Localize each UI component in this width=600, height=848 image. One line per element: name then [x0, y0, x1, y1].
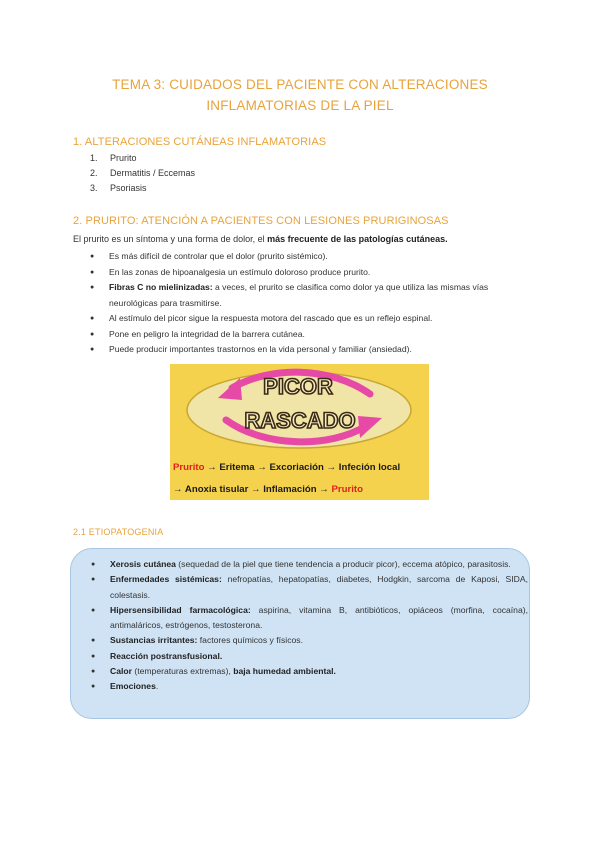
list-item [90, 181, 195, 196]
figure-line-2-rest: → Anoxia tisular → Inflamación → [173, 484, 332, 495]
page-title [60, 74, 540, 116]
list-item [90, 311, 530, 327]
section-1-heading: 1. ALTERACIONES CUTÁNEAS INFLAMATORIAS [73, 136, 327, 148]
list-item [90, 265, 530, 281]
list-text: Prurito [110, 153, 137, 163]
bullet-bold: Xerosis cutánea [110, 559, 176, 569]
list-item [91, 603, 528, 634]
bullet-bold: Sustancias irritantes: [110, 635, 198, 646]
list-item [90, 166, 195, 181]
figure-line-1-rest: → Eritema → Excoriación → Infeción local [204, 462, 401, 473]
list-item [90, 342, 530, 358]
bullet-text: Al estímulo del picor sigue la respuesta motora del rascado que es un reflejo espinal. [109, 313, 433, 323]
bullet-bold: Hipersensibilidad farmacológica: [110, 604, 251, 615]
etiopatogenia-box [70, 548, 530, 719]
list-item [91, 679, 528, 694]
bullet-bold-2: baja humedad ambiental. [233, 666, 336, 677]
bullet-bold: Calor [110, 666, 132, 677]
list-number: 3. [90, 183, 98, 193]
figure-line-1 [173, 462, 400, 473]
section-2-heading: 2. PRURITO: ATENCIÓN A PACIENTES CON LESIONES PRURIGINOSAS [73, 215, 449, 227]
bullet-text: En las zonas de hipoanalgesia un estímulo doloroso produce prurito. [109, 266, 371, 277]
intro-bold-text: más frecuente de las patologías cutáneas. [267, 234, 448, 244]
bullet-text: Pone en peligro la integridad de la barrera cutánea. [109, 328, 305, 339]
list-item [91, 633, 528, 648]
page-title-line-2: INFLAMATORIAS DE LA PIEL [206, 98, 394, 113]
bullet-bold: Fibras C no mielinizadas: [109, 282, 213, 292]
bullet-text: . [155, 681, 159, 692]
section-2-bullets [90, 249, 530, 358]
figure-word-rascado: RASCADO [244, 408, 356, 433]
section-1-list [90, 151, 195, 196]
bullet-bold: Emociones [110, 681, 156, 692]
bullet-bold: Reacción postransfusional. [110, 650, 223, 661]
list-number: 1. [90, 153, 98, 163]
figure-line-2-red: Prurito [331, 484, 363, 495]
bullet-text: (temperaturas extremas), [131, 666, 234, 677]
bullet-text: Es más difícil de controlar que el dolor (prurito sistémico). [109, 251, 328, 261]
list-number: 2. [90, 168, 98, 178]
list-text: Dermatitis / Eccemas [110, 168, 196, 178]
list-item [91, 557, 528, 572]
bullet-text: factores químicos y físicos. [197, 635, 303, 646]
figure-line-2 [173, 484, 363, 495]
etiopatogenia-bullets [91, 557, 528, 695]
list-item [91, 649, 528, 664]
list-item [90, 327, 530, 343]
intro-text: El prurito es un síntoma y una forma de dolor, el [73, 234, 268, 244]
picor-rascado-figure [170, 364, 429, 500]
bullet-text: Puede producir importantes trastornos en la vida personal y familiar (ansiedad). [109, 344, 412, 354]
bullet-text: a veces, el prurito se clasifica como dolor ya que utiliza las mismas vías neurológicas para trasmitirse. [109, 282, 489, 308]
list-item [90, 249, 530, 265]
bullet-bold: Enfermedades sistémicas: [110, 574, 222, 585]
bullet-text: aspirina, vitamina B, antibióticos, opiáceos (morfina, cocaína), antimaláricos, estrógenos, testosterona. [110, 604, 528, 631]
page-title-line-1: TEMA 3: CUIDADOS DEL PACIENTE CON ALTERACIONES [112, 77, 488, 92]
figure-word-picor: PICOR [263, 374, 333, 399]
section-2-intro [73, 234, 448, 244]
bullet-text: (sequedad de la piel que tiene tendencia a producir picor), eccema atópico, parasitosis. [175, 559, 511, 569]
section-2-1-heading: 2.1 ETIOPATOGENIA [73, 527, 164, 537]
list-item [90, 280, 530, 311]
list-item [90, 151, 195, 166]
list-text: Psoriasis [110, 183, 147, 193]
bullet-text: nefropatías, hepatopatías, diabetes, Hodgkin, sarcoma de Kaposi, SIDA, colestasis. [110, 574, 528, 600]
list-item [91, 572, 528, 603]
figure-line-1-red: Prurito [173, 462, 205, 473]
list-item [91, 664, 528, 679]
